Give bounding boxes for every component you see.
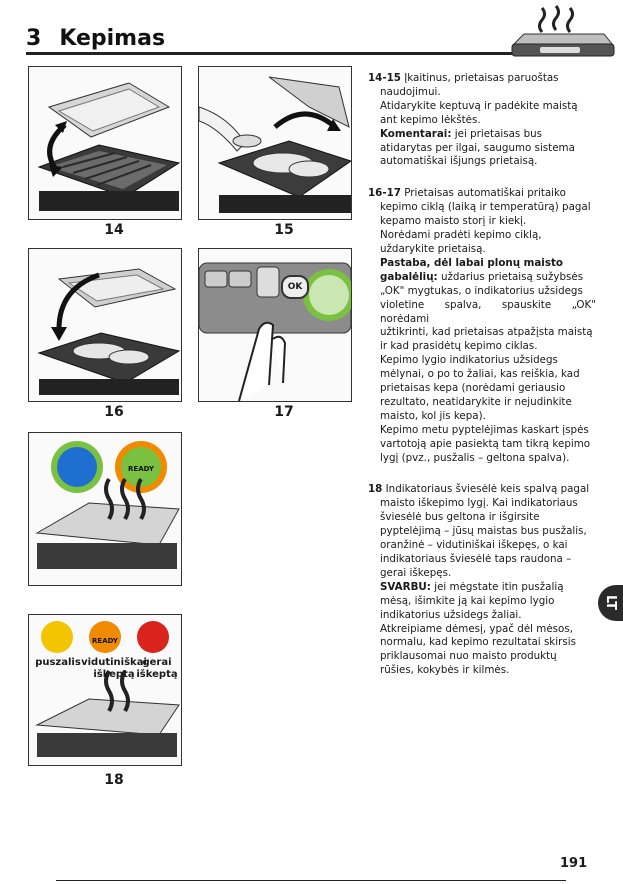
step-number: 16-17 (368, 187, 401, 200)
figure-18-ready (28, 432, 182, 586)
figure-15-label: 15 (274, 222, 294, 238)
instructions-text (368, 72, 596, 696)
figure-15 (198, 66, 352, 220)
figure-14-label: 14 (104, 222, 124, 238)
figure-17-label: 17 (274, 404, 294, 420)
press-ok-illustration (199, 249, 351, 401)
chapter-number: 3 (26, 26, 42, 51)
figure-17 (198, 248, 352, 402)
grill-open-illustration (29, 67, 181, 219)
figure-16-label: 16 (104, 404, 124, 420)
level-label-medium: vidutiniškai iškeptą (81, 657, 147, 680)
page-header (26, 24, 592, 58)
step-number: 18 (368, 483, 383, 496)
ok-button-label: OK (281, 275, 309, 299)
ready-badge: READY (128, 465, 154, 473)
level-label-rare: puszalis (35, 657, 81, 668)
paragraph-14-15: 14-15 Įkaitinus, prietaisas paruoštas naudojimui. Atidarykite keptuvą ir padėkite maistą ant kepimo lėkštės. Komentarai: jei prietaisas bus atidarytas per ilgai, saugumo sistema automatiškai išjungs prietaisą. (368, 72, 578, 168)
figure-16 (28, 248, 182, 402)
chapter-title: Kepimas (59, 26, 166, 51)
language-code: LT (603, 595, 618, 610)
placing-food-illustration (199, 67, 351, 219)
paragraph-16-17: 16-17 Prietaisas automatiškai pritaiko kepimo ciklą (laiką ir temperatūrą) pagal kepamo maisto storį ir kiekį. Norėdami pradėti kepimo ciklą, uždarykite prietaisą. Pastaba, dėl labai plonų maisto gabalėlių: uždarius prietaisą sužybsės „OK" mygtukas, o indikatorius užsidegs violetine spalva, spauskite „OK" norėdami užtikrinti, kad prietaisas atpažįsta maistą ir kad prasidėtų kepimo ciklas. Kepimo lygio indikatorius užsidegs mėlynai, o po to žaliai, kas reiškia, kad prietaisas kepa (norėdami geriausio rezultato, neatidarykite ir nejudinkite maisto, kol jis kepa). Kepimo metu pyptelėjimas kaskart įspės vartotoją apie pasiektą tam tikrą kepimo lygį (pvz., pusžalis – geltona spalva). (368, 187, 596, 464)
paragraph-18: 18 Indikatoriaus šviesėlė keis spalvą pagal maisto iškepimo lygį. Kai indikatoriaus šviesėlė bus geltona ir išgirsite pyptelėjimą – jūsų maistas bus pusžalis, oranžinė – vidutiniškai iškepęs, o kai indikatoriaus šviesėlė taps raudona – gerai iškepęs. SVARBU: jei mėgstate itin pusžalią mėsą, išimkite ją kai kepimo lygio indikatorius užsidegs žaliai. Atkreipiame dėmesį, ypač dėl mėsos, normalu, kad kepimo rezultatai skirsis priklausomai nuo maisto produktų rūšies, kokybės ir kilmės. (368, 483, 590, 677)
figure-18 (28, 614, 182, 766)
chapter-heading (26, 26, 165, 51)
grill-closing-illustration (29, 249, 181, 401)
footer-rule (56, 880, 566, 881)
grill-hero-illustration (504, 4, 616, 60)
step-number: 14-15 (368, 72, 401, 84)
ready-indicators-illustration (29, 433, 181, 585)
page-number: 191 (560, 856, 588, 871)
figure-14 (28, 66, 182, 220)
language-tab (598, 585, 623, 621)
figure-18-label: 18 (104, 772, 124, 788)
ready-badge-2: READY (92, 637, 118, 645)
level-label-well-done: gerai iškeptą (136, 657, 178, 680)
